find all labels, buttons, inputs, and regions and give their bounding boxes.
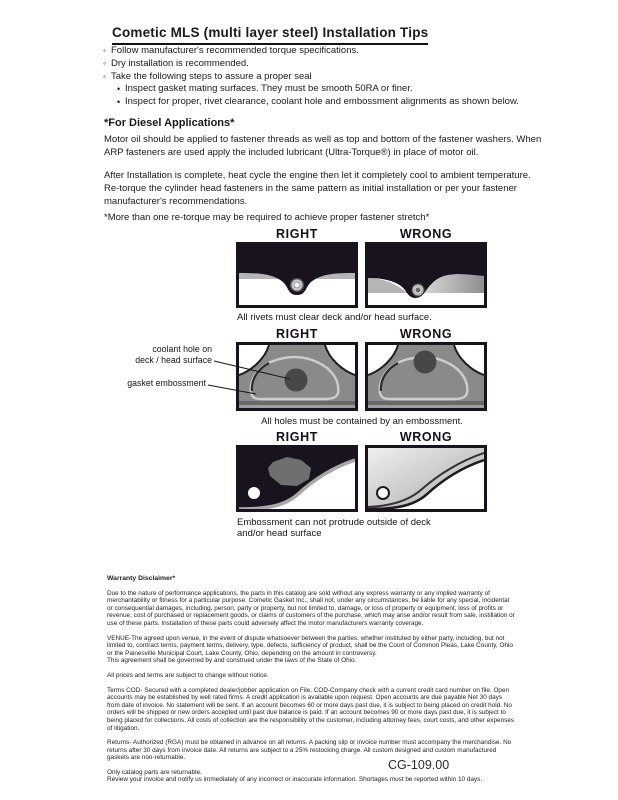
circle-bullet-icon: ◦ [103, 71, 106, 81]
sub-bullet-item [103, 83, 553, 96]
wrong-label: WRONG [399, 227, 453, 241]
diagram-caption: All holes must be contained by an embossment. [261, 416, 463, 427]
rivet-right-drawing [239, 245, 355, 305]
disclaimer-paragraph: Review your invoice and notify us immediately of any incorrect or inaccurate information. Shortages must be reported within 10 days. [107, 776, 483, 784]
page-title: Cometic MLS (multi layer steel) Installation Tips [112, 25, 428, 45]
bullet-text: Follow manufacturer's recommended torque specifications. [111, 45, 359, 56]
diesel-section-heading: *For Diesel Applications* [104, 117, 235, 129]
edge-right-drawing [239, 448, 355, 509]
bullet-item [103, 71, 553, 84]
disclaimer-heading: Warranty Disclaimer* [107, 575, 176, 582]
diagram-rivet-wrong [365, 242, 487, 308]
right-label: RIGHT [276, 430, 318, 444]
coolant-hole-annotation: coolant hole on deck / head surface [135, 344, 212, 365]
diagram-caption: All rivets must clear deck and/or head surface. [237, 312, 432, 323]
disclaimer-paragraph: Only catalog parts are returnable. [107, 768, 202, 776]
diesel-paragraph: Motor oil should be applied to fastener threads as well as top and bottom of the fastener washers. When ARP fasteners are used apply the included lubricant (Ultra-Torque®) in place of motor oil. [104, 134, 542, 158]
bolt-hole-icon [248, 487, 260, 499]
bolt-hole-icon [377, 487, 389, 499]
coolant-hole-icon [414, 351, 437, 374]
bullet-item [103, 45, 553, 58]
bullet-text: Take the following steps to assure a proper seal [111, 70, 312, 82]
diagram-hole-right [236, 342, 358, 411]
diagram-edge-right [236, 445, 358, 512]
edge-wrong-drawing [368, 448, 484, 509]
rivet-wrong-drawing [368, 245, 484, 305]
disclaimer-paragraph: Returns- Authorized (RGA) must be obtained in advance on all returns. A packing slip or invoice number must accompany the merchandise. No returns after 30 days from invoice date. All returns are subject to a 25% restocking charge. All custom designed and custom manufactured gaskets are non-returnable. [107, 739, 512, 762]
diesel-paragraph: After Installation is complete, heat cycle the engine then let it completely cool to ambient temperature. Re-torque the cylinder head fasteners in the same pattern as initial installation or per your fastener manufacturer's recommendations. [104, 170, 531, 207]
disclaimer-paragraph: All prices and terms are subject to change without notice. [107, 671, 269, 679]
right-label: RIGHT [276, 227, 318, 241]
bullet-item [103, 58, 553, 71]
circle-bullet-icon: ◦ [103, 58, 106, 68]
diagram-edge-wrong [365, 445, 487, 512]
dot-bullet-icon: • [117, 84, 121, 95]
sub-bullet-item [103, 96, 553, 109]
page-code: CG-109.00 [388, 758, 450, 772]
diagram-caption: Embossment can not protrude outside of deck and/or head surface [237, 517, 431, 539]
disclaimer-paragraph: VENUE-The agreed upon venue, in the event of dispute whatsoever between the parties, whether instituted by either party, including, but not limited to, contract terms, payment terms, delivery, type, defects, sufficiency of product, shall be the Court of Common Pleas, Lake County, Ohio or the Painesville Municipal Court, Lake County, Ohio, depending on the amount in controversy. [107, 634, 513, 657]
dot-bullet-icon: • [117, 97, 121, 108]
diagram-hole-wrong [365, 342, 487, 411]
right-label: RIGHT [276, 327, 318, 341]
bullet-text: Inspect for proper, rivet clearance, coolant hole and embossment alignments as shown below. [125, 96, 519, 108]
diagram-rivet-right [236, 242, 358, 308]
bullet-text: Inspect gasket mating surfaces. They must be smooth 50RA or finer. [125, 83, 413, 95]
hole-right-drawing [239, 345, 355, 408]
retorque-note: *More than one re-torque may be required to achieve proper fastener stretch* [104, 212, 430, 223]
circle-bullet-icon: ◦ [103, 46, 106, 55]
hole-wrong-drawing [368, 345, 484, 408]
disclaimer-paragraph: This agreement shall be governed by and construed under the laws of the State of Ohio. [107, 657, 357, 665]
disclaimer-paragraph: Due to the nature of performance applications, the parts in this catalog are sold without any express warranty or any implied warranty of merchantability or fitness for a particular purpose. Cometic Gasket Inc., shall not, under any circumstances, be liable for any special, incidental or consequential damages, including, person, party or property, but not limited to, damage, or loss of property or equipment, loss of profits or revenue, cost of purchased or replacement goods, or claims of customers of the purchase, which may arise and/or result from sale, instillation or use of these parts. Installation of these parts could adversely affect the motor manufacturers warranty coverage. [107, 589, 515, 627]
bullet-text: Dry installation is recommended. [111, 57, 249, 69]
coolant-hole-icon [285, 369, 308, 392]
wrong-label: WRONG [399, 430, 453, 444]
tips-bullet-list [103, 45, 553, 109]
wrong-label: WRONG [399, 327, 453, 341]
disclaimer-paragraph: Terms COD- Secured with a completed dealer/jobber application on File, COD-Company check with a current credit card number on file. Open accounts may be established by well rated firms. A credit application is available upon request. Open accounts are due payable Net 30 days from date of invoice. No statement will be sent. If an account becomes 60 or more days past due, it is subject to being placed on credit hold. No orders will be shipped or new orders accepted until past due balance is paid. If an account becomes 90 or more days past due, it is subject to being placed for collections. All costs of collection are the responsibility of the customer, including attorney fees, court costs, and other expenses of litigation. [107, 686, 515, 732]
embossment-annotation: gasket embossment [127, 378, 206, 388]
warranty-disclaimer [107, 575, 515, 791]
